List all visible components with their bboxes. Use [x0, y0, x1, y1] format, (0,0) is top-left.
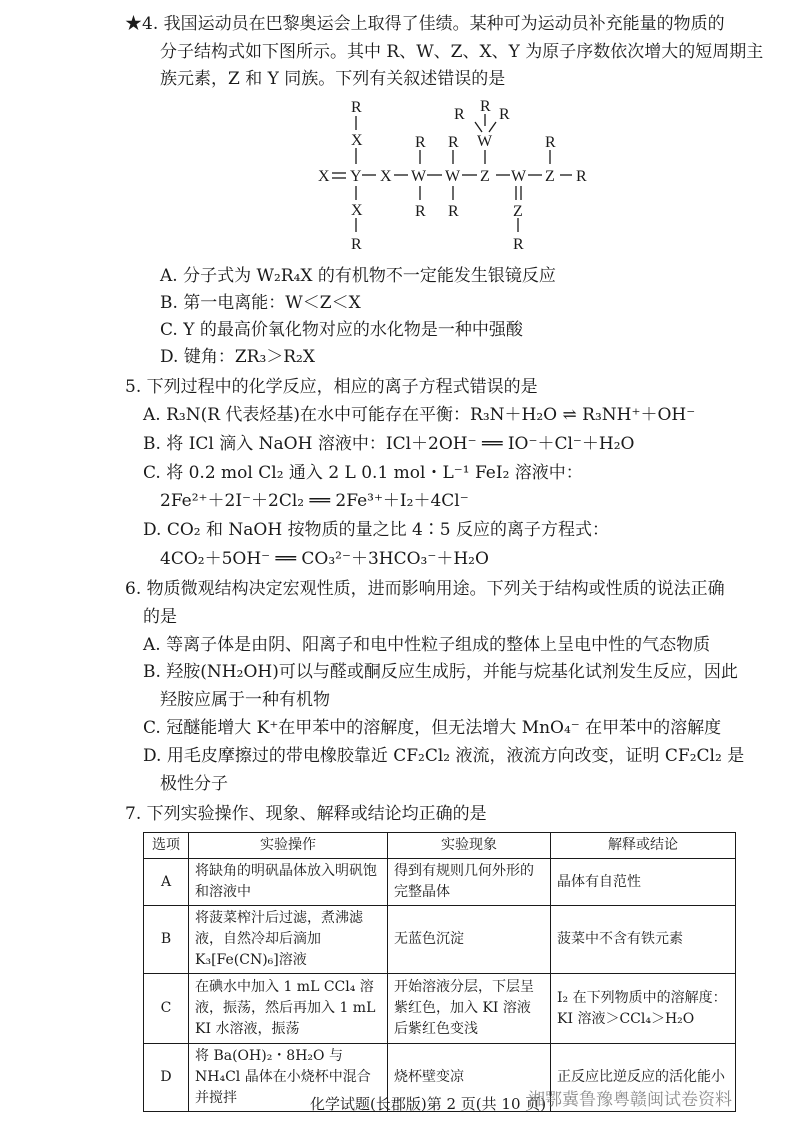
row-observation: 开始溶液分层，下层呈紫红色，加入 KI 溶液后紫红色变浅 [388, 974, 551, 1044]
atom-r-b3: R [499, 106, 510, 123]
atom-y-center: Y [350, 168, 362, 185]
atom-r-b1: R [454, 106, 465, 123]
atom-r-b2: R [480, 98, 491, 115]
row-option: A [144, 859, 189, 906]
q6-option-b-line1: B. 羟胺(NH₂OH)可以与醛或酮反应生成肟，并能与烷基化试剂发生反应，因此 [143, 662, 738, 682]
row-conclusion: 正反应比逆反应的活化能小 [551, 1044, 736, 1112]
atom-r-z-bottom: R [513, 236, 524, 253]
q6-option-c: C. 冠醚能增大 K⁺在甲苯中的溶解度，但无法增大 MnO₄⁻ 在甲苯中的溶解度 [143, 718, 722, 738]
q4-option-d: D. 键角：ZR₃＞R₂X [160, 347, 315, 367]
atom-r-w2-top: R [448, 134, 459, 151]
watermark: 湘鄂冀鲁豫粤赣闽试卷资料 [528, 1090, 732, 1110]
star-icon: ★ [125, 14, 142, 34]
q4-structure-diagram [310, 92, 610, 257]
q5-option-d-line2: 4CO₂＋5OH⁻ ══ CO₃²⁻＋3HCO₃⁻＋H₂O [160, 549, 489, 569]
row-option: C [144, 974, 189, 1044]
q6-option-b-line2: 羟胺应属于一种有机物 [160, 690, 330, 710]
atom-x-mid: X [380, 168, 392, 185]
atom-w-branch: W [477, 133, 493, 150]
row-option: B [144, 906, 189, 974]
q4-line1-text: 4. 我国运动员在巴黎奥运会上取得了佳绩。某种可为运动员补充能量的物质的 [142, 14, 725, 34]
q6-option-d-line2: 极性分子 [160, 774, 228, 794]
row-operation: 将菠菜榨汁后过滤，煮沸滤液，自然冷却后滴加 K₃[Fe(CN)₆]溶液 [189, 906, 388, 974]
row-observation: 得到有规则几何外形的完整晶体 [388, 859, 551, 906]
q4-option-a: A. 分子式为 W₂R₄X 的有机物不一定能发生银镜反应 [160, 266, 556, 286]
row-operation: 将 Ba(OH)₂・8H₂O 与 NH₄Cl 晶体在小烧杯中混合并搅拌 [189, 1044, 388, 1112]
q6-stem-line1: 6. 物质微观结构决定宏观性质，进而影响用途。下列关于结构或性质的说法正确 [125, 579, 725, 599]
row-operation: 在碘水中加入 1 mL CCl₄ 溶液，振荡，然后再加入 1 mL KI 水溶液，振荡 [189, 974, 388, 1044]
header-observation: 实验现象 [388, 833, 551, 859]
atom-z2: Z [545, 168, 555, 185]
q6-stem-line2: 的是 [143, 607, 177, 627]
atom-x-top: X [351, 132, 363, 149]
table-header-row [144, 833, 736, 859]
q4-stem-line1 [125, 12, 725, 36]
header-option: 选项 [144, 833, 189, 859]
row-option: D [144, 1044, 189, 1112]
atom-x-bottom: X [351, 202, 363, 219]
atom-z-bottom: Z [513, 203, 523, 220]
q5-option-d-line1: D. CO₂ 和 NaOH 按物质的量之比 4∶5 反应的离子方程式： [143, 520, 610, 540]
atom-r-end: R [576, 168, 587, 185]
row-observation: 无蓝色沉淀 [388, 906, 551, 974]
header-operation: 实验操作 [189, 833, 388, 859]
atom-r-z2-top: R [545, 134, 556, 151]
row-operation: 将缺角的明矾晶体放入明矾饱和溶液中 [189, 859, 388, 906]
atom-r-w2-bottom: R [448, 203, 459, 220]
q4-option-b: B. 第一电离能：W＜Z＜X [160, 293, 361, 313]
atom-w1: W [411, 168, 427, 185]
row-conclusion: I₂ 在下列物质中的溶解度：KI 溶液＞CCl₄＞H₂O [551, 974, 736, 1044]
q6-option-d-line1: D. 用毛皮摩擦过的带电橡胶靠近 CF₂Cl₂ 液流，液流方向改变，证明 CF₂Cl₂ 是 [143, 746, 745, 766]
q5-option-c-line2: 2Fe²⁺＋2I⁻＋2Cl₂ ══ 2Fe³⁺＋I₂＋4Cl⁻ [160, 491, 469, 511]
atom-r-bottom: R [351, 236, 362, 253]
atom-r-w1-bottom: R [415, 203, 426, 220]
table-row [144, 906, 736, 974]
row-conclusion: 菠菜中不含有铁元素 [551, 906, 736, 974]
atom-w3: W [511, 168, 527, 185]
q5-stem: 5. 下列过程中的化学反应，相应的离子方程式错误的是 [125, 377, 538, 397]
q7-stem: 7. 下列实验操作、现象、解释或结论均正确的是 [125, 804, 487, 824]
atom-x-left: X [318, 168, 330, 185]
q6-option-a: A. 等离子体是由阴、阳离子和电中性粒子组成的整体上呈电中性的气态物质 [143, 635, 711, 655]
q7-table [143, 832, 736, 1112]
atom-z1: Z [480, 168, 490, 185]
atom-w2: W [445, 168, 461, 185]
row-observation: 烧杯壁变凉 [388, 1044, 551, 1112]
row-conclusion: 晶体有自范性 [551, 859, 736, 906]
atom-r-top: R [351, 99, 362, 116]
q5-option-c-line1: C. 将 0.2 mol Cl₂ 通入 2 L 0.1 mol・L⁻¹ FeI₂ 溶液中： [143, 463, 583, 483]
q4-stem-line2: 分子结构式如下图所示。其中 R、W、Z、X、Y 为原子序数依次增大的短周期主 [160, 42, 764, 62]
header-conclusion: 解释或结论 [551, 833, 736, 859]
q4-stem-line3: 族元素，Z 和 Y 同族。下列有关叙述错误的是 [160, 69, 506, 89]
table-row [144, 974, 736, 1044]
q4-option-c: C. Y 的最高价氧化物对应的水化物是一种中强酸 [160, 320, 523, 340]
q5-option-a: A. R₃N(R 代表烃基)在水中可能存在平衡：R₃N＋H₂O ⇌ R₃NH⁺＋OH⁻ [143, 405, 696, 425]
atom-r-w1-top: R [415, 134, 426, 151]
page-footer: 化学试题(长郡版)第 2 页(共 10 页) [310, 1095, 547, 1113]
q5-option-b: B. 将 ICl 滴入 NaOH 溶液中：ICl＋2OH⁻ ══ IO⁻＋Cl⁻＋H₂O [143, 434, 635, 454]
table-row [144, 859, 736, 906]
